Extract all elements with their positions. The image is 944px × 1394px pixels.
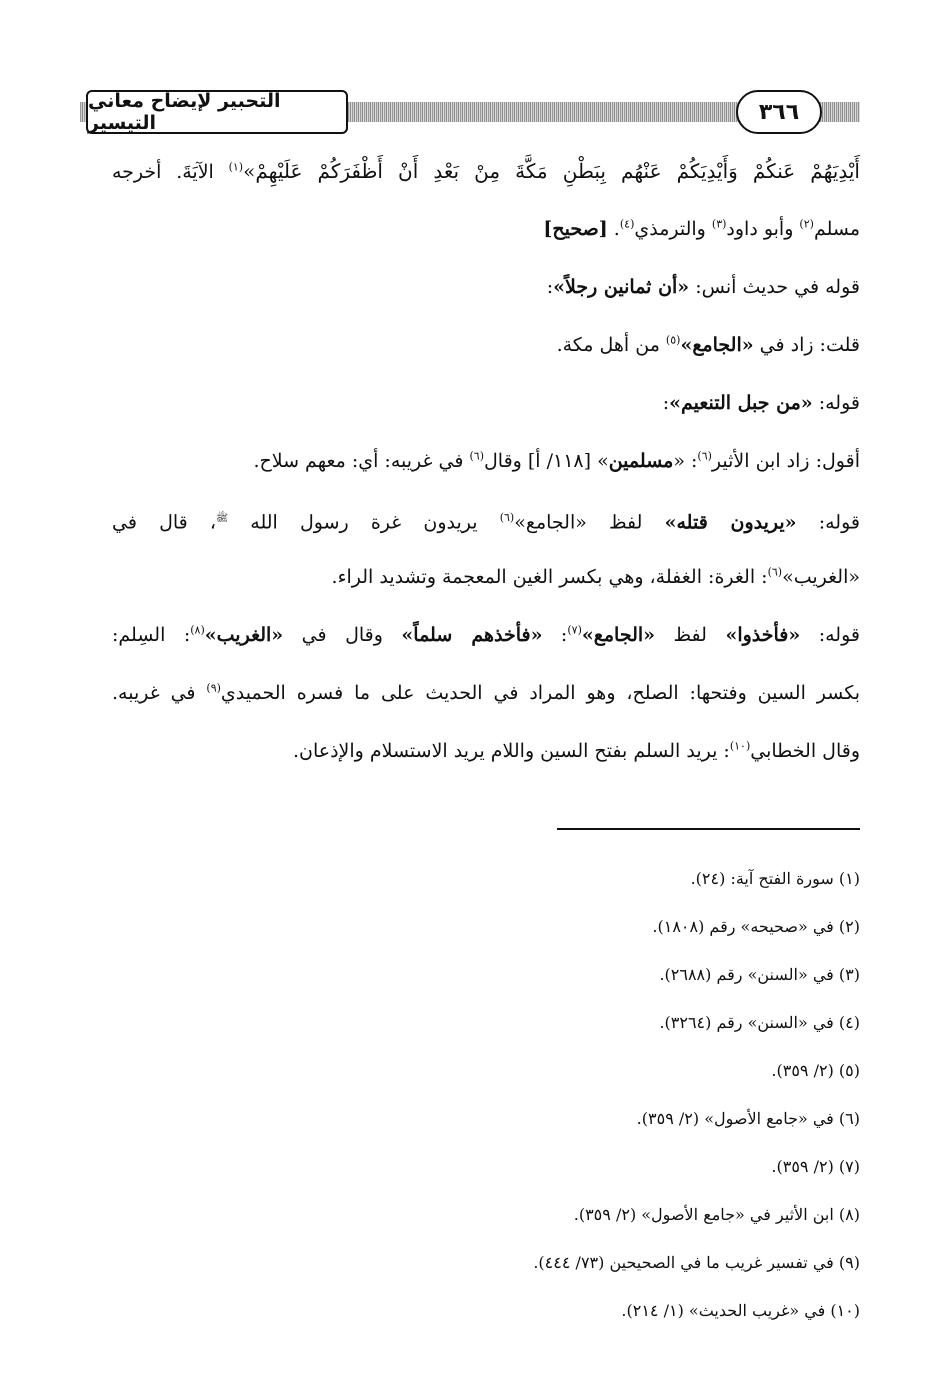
quoted-phrase: «يريدون قتله»: [664, 511, 797, 534]
text-line-11: [112, 722, 860, 780]
footnote-ref: (١٠): [729, 739, 751, 753]
text-span: : «: [673, 450, 698, 472]
footnote: (١) سورة الفتح آية: (٢٤).: [690, 869, 860, 888]
text-span: لفظ «الجامع»: [514, 511, 665, 534]
footnote: (١٠) في «غريب الحديث» (١/ ٢١٤).: [621, 1301, 860, 1320]
page-number: ٣٦٦: [736, 90, 822, 134]
footnote-ref: (٩): [206, 681, 221, 695]
text-line-2: [112, 200, 860, 258]
quoted-phrase: «فأخذوا»: [725, 624, 801, 646]
footnote-ref: (٢): [799, 217, 814, 231]
quoted-phrase: «من جبل التنعيم»: [669, 392, 813, 414]
text-span: وقال الخطابي: [750, 740, 860, 762]
text-span: مسلم: [813, 218, 860, 240]
footnote: (٨) ابن الأثير في «جامع الأصول» (٢/ ٣٥٩).: [573, 1205, 860, 1224]
text-span: ، قال في: [112, 511, 217, 534]
footnote: (٦) في «جامع الأصول» (٢/ ٣٥٩).: [636, 1109, 860, 1128]
footnote-ref: (٣): [711, 217, 727, 231]
text-span: قوله في حديث أنس:: [689, 276, 860, 298]
text-span: من أهل مكة.: [556, 334, 666, 356]
footnote: (٢) في «صحيحه» رقم (١٨٠٨).: [652, 917, 860, 936]
text-span: قوله:: [796, 511, 860, 534]
text-span: يريدون غرة رسول الله: [228, 511, 500, 534]
quoted-phrase: «أن ثمانين رجلاً»: [553, 276, 690, 298]
quoted-phrase: «الجامع»: [581, 624, 656, 646]
salutation-glyph: ﷺ: [216, 513, 229, 524]
quran-verse: أَيْدِيَهُمْ عَنكُمْ وَأَيْدِيَكُمْ عَنْهُم بِبَطْنِ مَكَّةَ مِنْ بَعْدِ أَنْ أَظْفَرَكُمْ عَلَيْهِمْ»: [243, 159, 860, 183]
quoted-phrase: مسلمين: [608, 450, 674, 472]
footnote-ref: (٦): [697, 449, 712, 463]
text-span: أقول: زاد ابن الأثير: [711, 450, 860, 472]
text-span: » [١١٨/ أ] وقال: [483, 450, 609, 472]
hadith-grade: [صحيح]: [543, 218, 608, 240]
footnote: (٧) (٢/ ٣٥٩).: [771, 1157, 860, 1176]
text-span: بكسر السين وفتحها: الصلح، وهو المراد في الحديث على ما فسره الحميدي: [220, 682, 860, 704]
quoted-phrase: «الغريب»: [204, 624, 284, 646]
text-span: لفظ: [655, 624, 726, 646]
footnote-separator: [557, 828, 860, 830]
footnote-ref: (٥): [665, 333, 681, 347]
text-span: في غريبه: أي: معهم سلاح.: [253, 450, 470, 472]
text-span: : الغرة: الغفلة، وهي بكسر الغين المعجمة وتشديد الراء.: [331, 566, 768, 588]
text-line-5: [112, 374, 860, 432]
text-span: قوله:: [812, 392, 860, 414]
text-span: قوله:: [800, 624, 860, 646]
footnotes: [112, 855, 860, 1335]
footnote-ref: (٨): [190, 623, 205, 637]
text-line-10: [112, 664, 860, 722]
text-span: .: [607, 218, 620, 240]
text-span: وقال في: [283, 624, 402, 646]
footnote: (٤) في «السنن» رقم (٣٢٦٤).: [659, 1013, 860, 1032]
text-span: وأبو داود: [726, 218, 800, 240]
text-line-1: [112, 142, 860, 200]
footnote: (٩) في تفسير غريب ما في الصحيحين (٧٣/ ٤٤٤).: [533, 1253, 860, 1272]
text-line-9: [112, 606, 860, 664]
book-title: التحبير لإيضاح معاني التيسير: [86, 90, 348, 134]
text-span: «الغريب»: [782, 566, 860, 588]
text-line-7: [112, 490, 860, 548]
text-span: قلت: زاد في: [753, 334, 860, 356]
footnote-ref: (٦): [499, 511, 515, 524]
text-span: :: [662, 392, 670, 414]
text-span: :: [542, 624, 568, 646]
text-span: : يريد السلم بفتح السين واللام يريد الاستسلام والإذعان.: [292, 740, 730, 762]
footnote-ref: (٤): [619, 217, 635, 231]
text-line-8: [112, 548, 860, 606]
quoted-phrase: «فأخذهم سلماً»: [401, 624, 543, 646]
footnote-ref: (١): [228, 160, 244, 174]
footnote-ref: (٦): [469, 449, 484, 463]
text-span: في غريبه.: [112, 682, 207, 704]
footnote: (٣) في «السنن» رقم (٢٦٨٨).: [659, 965, 860, 984]
main-text: [112, 142, 860, 780]
quoted-phrase: «الجامع»: [680, 334, 754, 356]
footnote-ref: (٧): [567, 623, 582, 637]
text-line-3: [112, 258, 860, 316]
footnote: (٥) (٢/ ٣٥٩).: [771, 1061, 860, 1080]
text-span: والترمذي: [634, 218, 712, 240]
footnote-ref: (٦): [767, 565, 783, 579]
text-span: : السِلم:: [112, 624, 191, 646]
text-line-4: [112, 316, 860, 374]
text-span: الآيَةَ. أخرجه: [112, 161, 229, 183]
running-header: [80, 90, 860, 136]
text-span: :: [546, 276, 554, 298]
text-line-6: [112, 432, 860, 490]
